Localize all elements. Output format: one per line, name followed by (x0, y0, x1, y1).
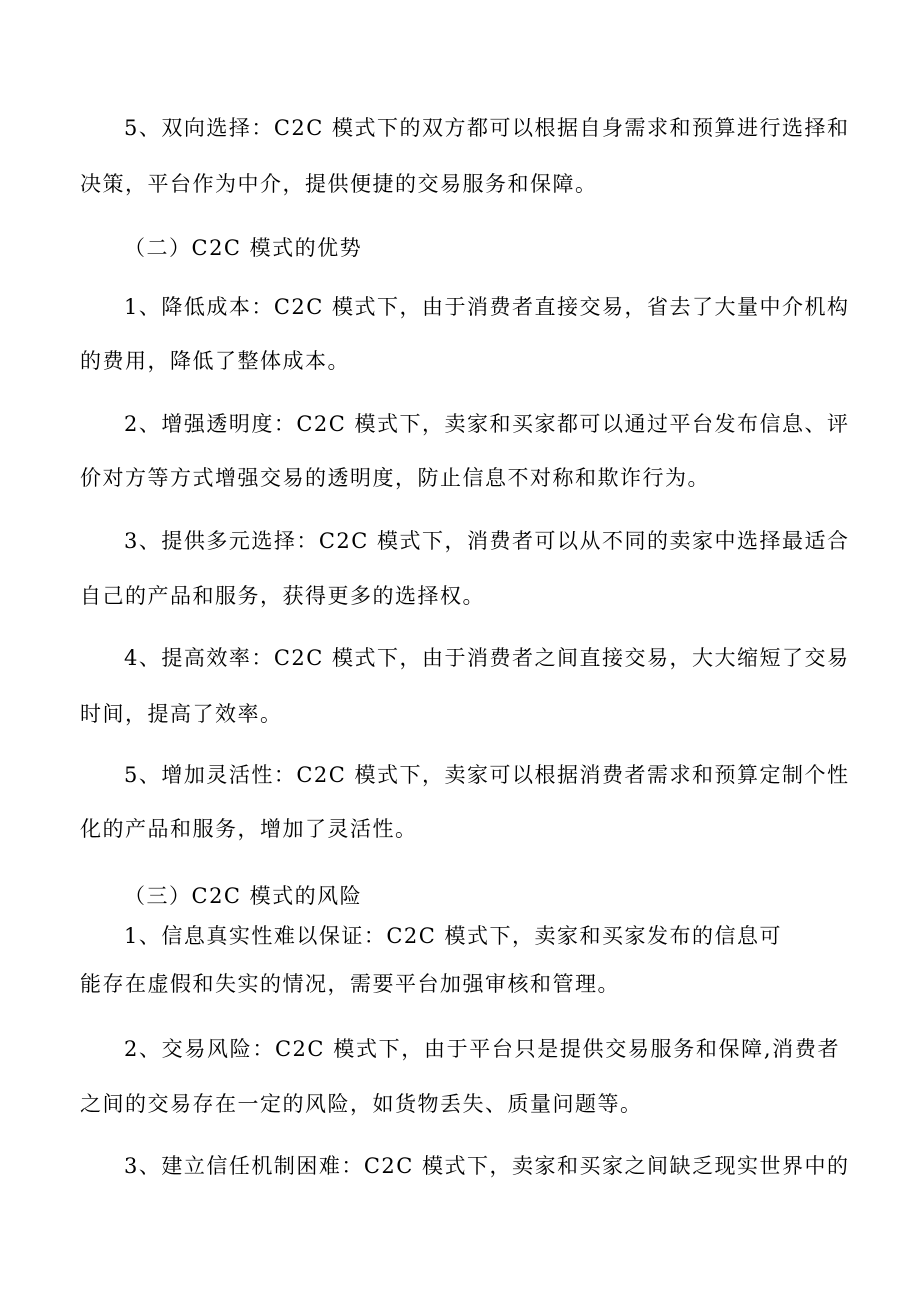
advantage-4-line1: 4、提高效率：C2C 模式下，由于消费者之间直接交易，大大缩短了交易 (124, 646, 850, 670)
risk-2-line2: 之间的交易存在一定的风险，如货物丢失、质量问题等。 (80, 1092, 643, 1116)
risk-2-line1: 2、交易风险：C2C 模式下，由于平台只是提供交易服务和保障,消费者 (124, 1037, 840, 1061)
paragraph-5-bidirectional-line1: 5、双向选择：C2C 模式下的双方都可以根据自身需求和预算进行选择和 (124, 116, 850, 140)
risk-1-line2: 能存在虚假和失实的情况，需要平台加强审核和管理。 (80, 972, 620, 996)
advantage-5-line1: 5、增加灵活性：C2C 模式下，卖家可以根据消费者需求和预算定制个性 (124, 763, 850, 787)
advantage-1-line2: 的费用，降低了整体成本。 (80, 349, 350, 373)
section-heading-risks: （三）C2C 模式的风险 (124, 884, 363, 908)
advantage-2-line2: 价对方等方式增强交易的透明度，防止信息不对称和欺诈行为。 (80, 466, 710, 490)
advantage-3-line1: 3、提供多元选择：C2C 模式下，消费者可以从不同的卖家中选择最适合 (124, 529, 850, 553)
section-heading-advantages: （二）C2C 模式的优势 (124, 236, 363, 260)
advantage-2-line1: 2、增强透明度：C2C 模式下，卖家和买家都可以通过平台发布信息、评 (124, 412, 850, 436)
advantage-1-line1: 1、降低成本：C2C 模式下，由于消费者直接交易，省去了大量中介机构 (124, 295, 850, 319)
paragraph-5-bidirectional-line2: 决策，平台作为中介，提供便捷的交易服务和保障。 (80, 172, 598, 196)
risk-3-line1: 3、建立信任机制困难：C2C 模式下，卖家和买家之间缺乏现实世界中的 (124, 1154, 850, 1178)
advantage-3-line2: 自己的产品和服务，获得更多的选择权。 (80, 584, 485, 608)
advantage-5-line2: 化的产品和服务，增加了灵活性。 (80, 817, 418, 841)
risk-1-line1: 1、信息真实性难以保证：C2C 模式下，卖家和买家发布的信息可 (124, 924, 783, 948)
advantage-4-line2: 时间，提高了效率。 (80, 702, 283, 726)
